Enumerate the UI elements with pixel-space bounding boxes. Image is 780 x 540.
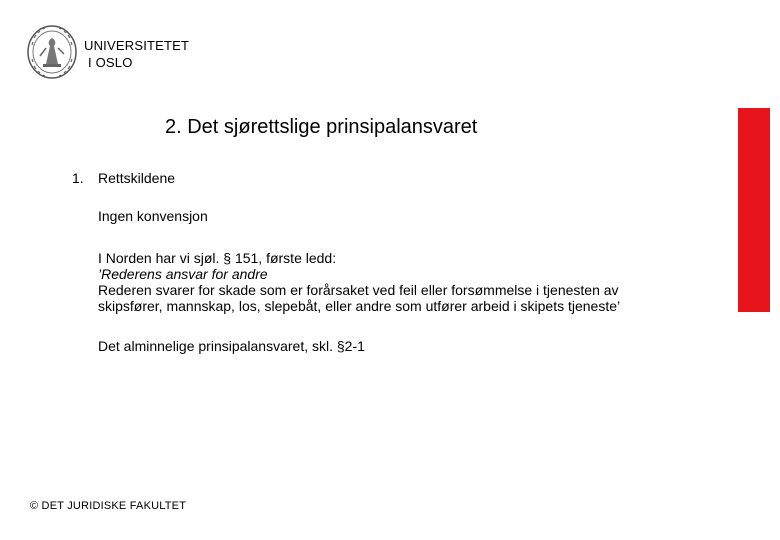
- university-name: [84, 37, 189, 71]
- paragraph-general-liability: Det alminnelige prinsipalansvaret, skl. §2-1: [98, 338, 365, 354]
- quote-heading: ’Rederens ansvar for andre: [98, 266, 268, 282]
- slide-body: [72, 170, 672, 354]
- university-name-line1: UNIVERSITETET: [84, 38, 190, 53]
- numbered-item: [72, 170, 672, 186]
- paragraph-no-convention: Ingen konvensjon: [98, 208, 208, 224]
- university-name-line2: I OSLO: [88, 55, 133, 70]
- slide-title: 2. Det sjørettslige prinsipalansvaret: [165, 116, 478, 138]
- quote-body: Rederen svarer for skade som er forårsaket ved feil eller forsømmelse i tjenesten av skipsfører, mannskap, los, slepebåt, eller andre som utfører arbeid i skipets tjeneste’: [98, 282, 621, 314]
- item-label: Rettskildene: [98, 170, 176, 186]
- paragraph-nordic-law: I Norden har vi sjøl. § 151, første ledd:: [98, 250, 337, 266]
- footer-copyright: © DET JURIDISKE FAKULTET: [30, 500, 187, 512]
- item-number: 1.: [72, 170, 84, 186]
- accent-bar: [738, 108, 770, 312]
- university-seal-icon: [26, 24, 78, 80]
